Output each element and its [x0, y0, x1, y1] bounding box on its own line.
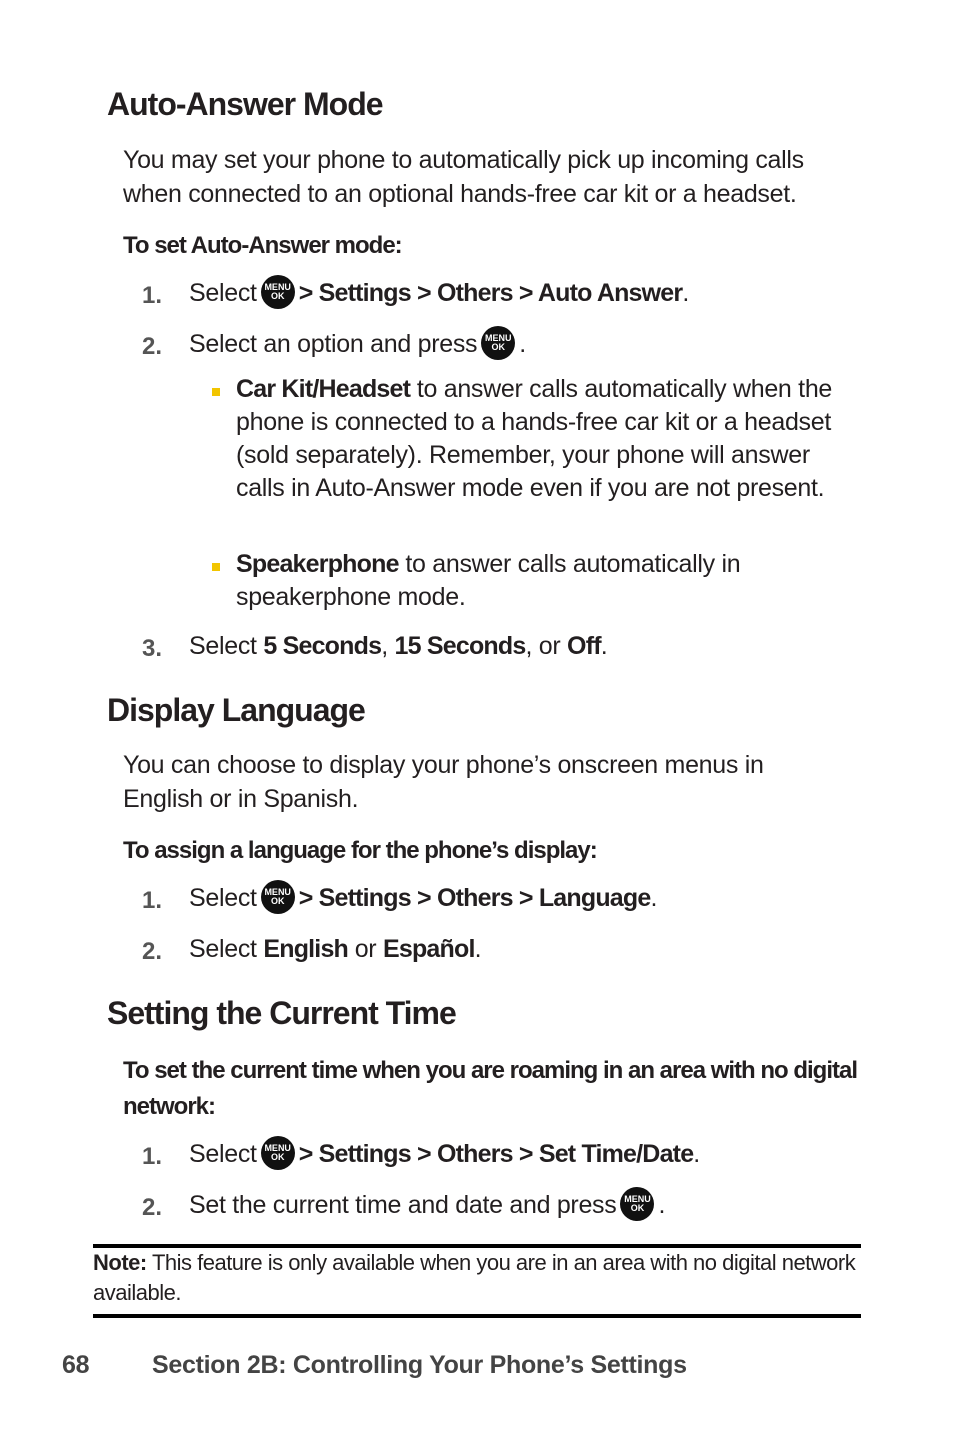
auto-answer-step-1: Select MENU OK > Settings > Others > Auto Answer.: [189, 279, 689, 309]
menu-ok-icon: MENU OK: [261, 880, 295, 914]
menu-ok-icon: MENU OK: [261, 275, 295, 309]
step-number: 2.: [142, 1194, 163, 1221]
current-time-subhead: To set the current time when you are roaming in an area with no digital network:: [123, 1057, 858, 1120]
bullet-term: Car Kit/Headset: [236, 375, 411, 403]
display-language-subhead: To assign a language for the phone’s display:: [123, 837, 597, 864]
section-title-auto-answer: Auto-Answer Mode: [107, 86, 383, 122]
section-title-display-language: Display Language: [107, 692, 365, 728]
bullet-car-kit: [236, 373, 861, 505]
step-number: 2.: [142, 938, 163, 965]
menu-ok-icon: MENU OK: [620, 1187, 654, 1221]
current-time-step-1: Select MENU OK > Settings > Others > Set Time/Date.: [189, 1140, 700, 1170]
auto-answer-subhead: To set Auto-Answer mode:: [123, 232, 402, 259]
current-time-step-2: Set the current time and date and press MENU OK .: [189, 1191, 665, 1221]
menu-ok-icon: MENU OK: [481, 326, 515, 360]
note-bottom-rule: [93, 1314, 861, 1318]
bullet-speakerphone: [236, 548, 861, 614]
page-number: 68: [62, 1351, 90, 1379]
note-text: This feature is only available when you are in an area with no digital network available.: [93, 1250, 856, 1305]
menu-path: > Settings > Others > Language: [298, 884, 651, 912]
auto-answer-step-3: Select 5 Seconds, 15 Seconds, or Off.: [189, 632, 608, 660]
step-number: 1.: [142, 282, 163, 309]
display-language-step-2: Select English or Español.: [189, 935, 482, 963]
display-language-step-1: Select MENU OK > Settings > Others > Language.: [189, 884, 657, 914]
step-number: 1.: [142, 887, 163, 914]
bullet-text: to answer calls automatically when the phone is connected to a hands-free car kit or a headset (sold separately). Remember, your phone will answer calls in Auto-Answer mode even if you are not present.: [236, 375, 833, 502]
display-language-intro: You can choose to display your phone’s onscreen menus in English or in Spanish.: [123, 751, 764, 813]
step-text: Select: [189, 279, 257, 307]
step-number: 1.: [142, 1143, 163, 1170]
footer-section-title: Section 2B: Controlling Your Phone’s Settings: [152, 1351, 687, 1379]
step-number: 2.: [142, 333, 163, 360]
note: [93, 1248, 858, 1308]
step-number: 3.: [142, 635, 163, 662]
menu-ok-icon: MENU OK: [261, 1136, 295, 1170]
bullet-text: to answer calls automatically in speakerphone mode.: [236, 550, 741, 611]
bullet-icon: [212, 563, 220, 571]
bullet-icon: [212, 388, 220, 396]
auto-answer-step-2: Select an option and press MENU OK .: [189, 330, 526, 360]
menu-path: > Settings > Others > Auto Answer: [298, 279, 683, 307]
section-title-current-time: Setting the Current Time: [107, 995, 456, 1031]
note-label: Note:: [93, 1250, 147, 1275]
auto-answer-intro: You may set your phone to automatically pick up incoming calls when connected to an optional hands-free car kit or a headset.: [123, 146, 804, 208]
bullet-term: Speakerphone: [236, 550, 399, 578]
menu-path: > Settings > Others > Set Time/Date: [298, 1140, 694, 1168]
step-text: Select an option and press: [189, 330, 478, 358]
